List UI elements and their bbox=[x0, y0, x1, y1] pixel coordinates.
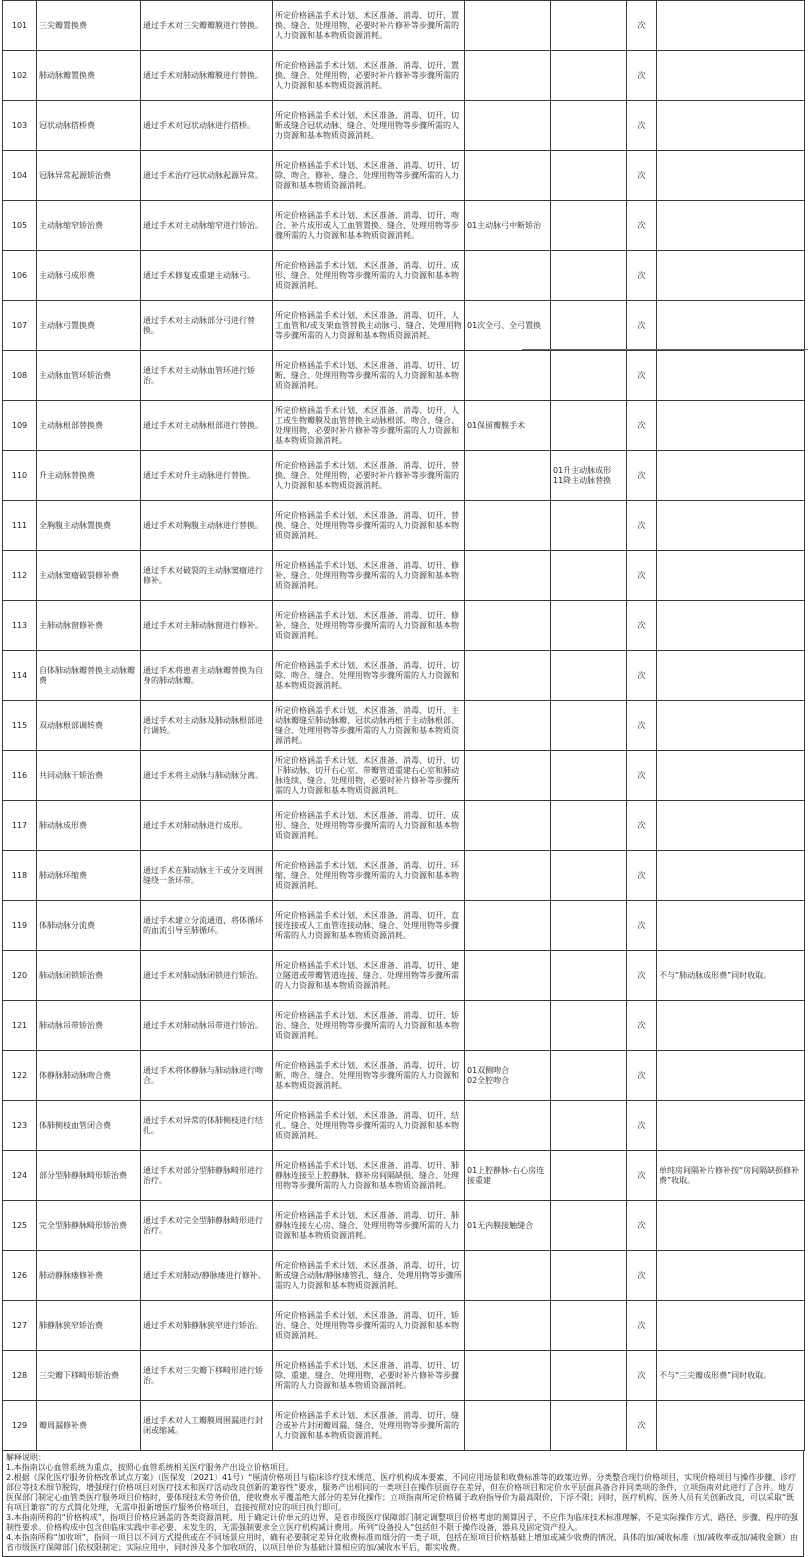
item-surcharge bbox=[551, 251, 627, 301]
item-price-components: 所定价格涵盖手术计划、术区准备、消毒、切开、切下肺动脉、切开右心室、带瓣管道重建右心室和肺动脉连续、缝合、处理用物，必要时补片修补等步骤所需的人力资源和基本物质资源消耗。 bbox=[273, 751, 465, 801]
item-unit: 次 bbox=[627, 251, 657, 301]
item-name: 主动脉血管环矫治费 bbox=[37, 351, 141, 401]
item-number: 112 bbox=[3, 551, 37, 601]
item-note: 不与“三尖瓣成形费”同时收取。 bbox=[657, 1351, 805, 1401]
table-row bbox=[3, 101, 805, 151]
item-number: 126 bbox=[3, 1251, 37, 1301]
item-connotation: 通过手术对完全型肺静脉畸形进行治疗。 bbox=[141, 1201, 273, 1251]
notes-item: 2.根据《深化医疗服务价格改革试点方案》（医保发〔2021〕41号）“厘清价格项目与临床诊疗技术规范、医疗机构成本要素、不同应用场景和收费标准等的政策边界。分类整合现行价格项目，实现价格项目与操作步骤、诊疗部位等技术细节脱钩，增强现行价格项目对医疗技术和医疗活动改良创新的兼容性”要求，服务产出相同的一类项目在操作层面存在差异，但在价格项目和定价水平层面具备合并同类项的条件，立项指南对此进行了合并。地方医保部门制定心血管类医疗服务项目价格时，要体现技术劳务价值，使收费水平覆盖绝大部分的差异化操作；立项指南所定价格属于政府指导价为最高限价，下浮不限；同时，医疗机构、医务人员有关创新改良，可以采取“既有项目兼容”的方式简化处理，无需申报新增医疗服务价格项目，直接按照对应的项目执行即可。 bbox=[6, 1473, 797, 1512]
item-number: 120 bbox=[3, 951, 37, 1001]
item-surcharge bbox=[551, 551, 627, 601]
item-connotation: 通过手术对肺动脉吊带进行矫治。 bbox=[141, 1001, 273, 1051]
table-row bbox=[3, 501, 805, 551]
item-number: 127 bbox=[3, 1301, 37, 1351]
item-number: 101 bbox=[3, 1, 37, 51]
item-note bbox=[657, 1, 805, 51]
item-connotation: 通过手术将患者主动脉瓣替换为自身的肺动脉瓣。 bbox=[141, 651, 273, 701]
item-name: 肺动静脉瘘修补费 bbox=[37, 1251, 141, 1301]
item-unit: 次 bbox=[627, 51, 657, 101]
item-extension: 01主动脉弓中断矫治 bbox=[465, 201, 551, 251]
item-extension: 01无内膜接触缝合 bbox=[465, 1201, 551, 1251]
item-unit: 次 bbox=[627, 451, 657, 501]
item-surcharge bbox=[551, 651, 627, 701]
item-number: 119 bbox=[3, 901, 37, 951]
item-name: 瓣周漏修补费 bbox=[37, 1401, 141, 1451]
item-price-components: 所定价格涵盖手术计划、术区准备、消毒、切开、人工血管和/或支架血管替换主动脉弓、缝合、处理用物等步骤所需的人力资源和基本物质资源消耗。 bbox=[273, 301, 465, 351]
item-price-components: 所定价格涵盖手术计划、术区准备、消毒、切开、替换、缝合、处理用物，必要时补片修补等步骤所需的人力资源和基本物质资源消耗。 bbox=[273, 451, 465, 501]
table-row bbox=[3, 851, 805, 901]
item-number: 116 bbox=[3, 751, 37, 801]
table-row bbox=[3, 801, 805, 851]
item-unit: 次 bbox=[627, 1201, 657, 1251]
item-name: 三尖瓣置换费 bbox=[37, 1, 141, 51]
item-price-components: 所定价格涵盖手术计划、术区准备、消毒、切开、切断、吻合、缝合、处理用物等步骤所需的人力资源和基本物质资源消耗。 bbox=[273, 1051, 465, 1101]
item-name: 升主动脉替换费 bbox=[37, 451, 141, 501]
table-row bbox=[3, 1001, 805, 1051]
document-page bbox=[2, 0, 804, 1557]
item-connotation: 通过手术对肺动/静脉瘘进行修补。 bbox=[141, 1251, 273, 1301]
item-connotation: 通过手术在肺动脉主干或分支周围缝绕一条环带。 bbox=[141, 851, 273, 901]
price-item-table bbox=[2, 0, 805, 1451]
item-connotation: 通过手术对肺动脉进行成形。 bbox=[141, 801, 273, 851]
item-extension bbox=[465, 501, 551, 551]
item-unit: 次 bbox=[627, 1301, 657, 1351]
item-extension bbox=[465, 1401, 551, 1451]
table-row bbox=[3, 1401, 805, 1451]
item-number: 121 bbox=[3, 1001, 37, 1051]
item-name: 肺动脉环缩费 bbox=[37, 851, 141, 901]
item-unit: 次 bbox=[627, 1, 657, 51]
item-name: 主动脉弓成形费 bbox=[37, 251, 141, 301]
item-surcharge: 01升主动脉成形 11降主动脉替换 bbox=[551, 451, 627, 501]
item-note bbox=[657, 1251, 805, 1301]
item-unit: 次 bbox=[627, 401, 657, 451]
item-note bbox=[657, 701, 805, 751]
item-surcharge bbox=[551, 1351, 627, 1401]
item-unit: 次 bbox=[627, 1001, 657, 1051]
item-extension: 01上腔静脉-右心房连接重建 bbox=[465, 1151, 551, 1201]
item-surcharge bbox=[551, 1251, 627, 1301]
item-price-components: 所定价格涵盖手术计划、术区准备、消毒、切开、置换、缝合、处理用物，必要时补片修补等步骤所需的人力资源和基本物质资源消耗。 bbox=[273, 51, 465, 101]
item-note bbox=[657, 501, 805, 551]
item-note bbox=[657, 451, 805, 501]
item-name: 全胸腹主动脉置换费 bbox=[37, 501, 141, 551]
item-unit: 次 bbox=[627, 501, 657, 551]
item-unit: 次 bbox=[627, 151, 657, 201]
item-extension bbox=[465, 151, 551, 201]
item-connotation: 通过手术对主动脉部分弓进行替换。 bbox=[141, 301, 273, 351]
item-extension bbox=[465, 1251, 551, 1301]
item-surcharge bbox=[551, 151, 627, 201]
item-price-components: 所定价格涵盖手术计划、术区准备、消毒、切开、吻合、补片成形或人工血管置换、缝合、处理用物等步骤所需的人力资源和基本物质资源消耗。 bbox=[273, 201, 465, 251]
item-name: 冠状动脉搭桥费 bbox=[37, 101, 141, 151]
item-extension bbox=[465, 651, 551, 701]
item-surcharge bbox=[551, 1201, 627, 1251]
stray-divider-line bbox=[522, 349, 808, 350]
table-row bbox=[3, 251, 805, 301]
table-row bbox=[3, 551, 805, 601]
item-surcharge bbox=[551, 1101, 627, 1151]
item-surcharge bbox=[551, 901, 627, 951]
table-row bbox=[3, 1301, 805, 1351]
item-connotation: 通过手术治疗冠状动脉起源异常。 bbox=[141, 151, 273, 201]
item-unit: 次 bbox=[627, 1401, 657, 1451]
item-number: 128 bbox=[3, 1351, 37, 1401]
table-row bbox=[3, 951, 805, 1001]
item-connotation: 通过手术建立分流通道，将体循环的血流引导至肺循环。 bbox=[141, 901, 273, 951]
item-name: 体肺侧枝血管闭合费 bbox=[37, 1101, 141, 1151]
item-name: 肺动脉闭锁矫治费 bbox=[37, 951, 141, 1001]
item-name: 冠脉异常起源矫治费 bbox=[37, 151, 141, 201]
item-unit: 次 bbox=[627, 901, 657, 951]
item-surcharge bbox=[551, 501, 627, 551]
item-extension bbox=[465, 551, 551, 601]
item-price-components: 所定价格涵盖手术计划、术区准备、消毒、切开、修补、缝合、处理用物等步骤所需的人力资源和基本物质资源消耗。 bbox=[273, 601, 465, 651]
item-note bbox=[657, 551, 805, 601]
item-unit: 次 bbox=[627, 551, 657, 601]
item-note bbox=[657, 751, 805, 801]
item-surcharge bbox=[551, 1301, 627, 1351]
item-name: 主动脉缩窄矫治费 bbox=[37, 201, 141, 251]
item-price-components: 所定价格涵盖手术计划、术区准备、消毒、切开、切除、吻合、修补、缝合、处理用物等步骤所需的人力资源和基本物质资源消耗。 bbox=[273, 151, 465, 201]
item-note bbox=[657, 1051, 805, 1101]
item-price-components: 所定价格涵盖手术计划、术区准备、消毒、切开、切断或缝合冠状动脉、缝合、处理用物等步骤所需的人力资源和基本物质资源消耗。 bbox=[273, 101, 465, 151]
item-connotation: 通过手术对部分型肺静脉畸形进行治疗。 bbox=[141, 1151, 273, 1201]
item-unit: 次 bbox=[627, 851, 657, 901]
item-extension bbox=[465, 801, 551, 851]
table-row bbox=[3, 1, 805, 51]
item-note: 不与“肺动脉成形费”同时收取。 bbox=[657, 951, 805, 1001]
table-row bbox=[3, 751, 805, 801]
item-connotation: 通过手术对异常的体肺侧枝进行结扎。 bbox=[141, 1101, 273, 1151]
item-number: 125 bbox=[3, 1201, 37, 1251]
item-note: 单纯房间隔补片修补按“房间隔缺损修补费”收取。 bbox=[657, 1151, 805, 1201]
item-surcharge bbox=[551, 51, 627, 101]
item-unit: 次 bbox=[627, 301, 657, 351]
table-row bbox=[3, 1101, 805, 1151]
notes-title: 解释说明： bbox=[6, 1453, 46, 1462]
item-extension bbox=[465, 351, 551, 401]
item-number: 109 bbox=[3, 401, 37, 451]
item-number: 115 bbox=[3, 701, 37, 751]
item-name: 主动脉弓置换费 bbox=[37, 301, 141, 351]
item-connotation: 通过手术对肺动脉瓣膜进行替换。 bbox=[141, 51, 273, 101]
item-unit: 次 bbox=[627, 601, 657, 651]
item-price-components: 所定价格涵盖手术计划、术区准备、消毒、切开、切除、重建、缝合、处理用物，必要时补片修补等步骤所需的人力资源和基本物质资源消耗。 bbox=[273, 1351, 465, 1401]
item-surcharge bbox=[551, 1401, 627, 1451]
item-surcharge bbox=[551, 1051, 627, 1101]
item-name: 双动脉根部调转费 bbox=[37, 701, 141, 751]
item-unit: 次 bbox=[627, 201, 657, 251]
item-connotation: 通过手术对胸腹主动脉进行替换。 bbox=[141, 501, 273, 551]
table-row bbox=[3, 51, 805, 101]
item-connotation: 通过手术对主动脉根部进行替换。 bbox=[141, 401, 273, 451]
item-price-components: 所定价格涵盖手术计划、术区准备、消毒、切开、替换、缝合、处理用物等步骤所需的人力资源和基本物质资源消耗。 bbox=[273, 501, 465, 551]
item-surcharge bbox=[551, 601, 627, 651]
item-price-components: 所定价格涵盖手术计划、术区准备、消毒、切开、环缩、缝合、处理用物等步骤所需的人力资源和基本物质资源消耗。 bbox=[273, 851, 465, 901]
item-number: 118 bbox=[3, 851, 37, 901]
item-number: 122 bbox=[3, 1051, 37, 1101]
item-extension bbox=[465, 601, 551, 651]
item-price-components: 所定价格涵盖手术计划、术区准备、消毒、切开、切断、缝合、处理用物等步骤所需的人力资源和基本物质资源消耗。 bbox=[273, 351, 465, 401]
item-surcharge bbox=[551, 1151, 627, 1201]
item-note bbox=[657, 801, 805, 851]
item-name: 部分型肺静脉畸形矫治费 bbox=[37, 1151, 141, 1201]
item-note bbox=[657, 51, 805, 101]
item-name: 体肺动脉分流费 bbox=[37, 901, 141, 951]
item-connotation: 通过手术对主动脉血管环进行矫治。 bbox=[141, 351, 273, 401]
item-price-components: 所定价格涵盖手术计划、术区准备、消毒、切开、切除、吻合、缝合、处理用物等步骤所需的人力资源和基本物质资源消耗。 bbox=[273, 651, 465, 701]
item-name: 自体肺动脉瓣替换主动脉瓣费 bbox=[37, 651, 141, 701]
item-name: 共同动脉干矫治费 bbox=[37, 751, 141, 801]
item-surcharge bbox=[551, 951, 627, 1001]
item-number: 102 bbox=[3, 51, 37, 101]
table-row bbox=[3, 651, 805, 701]
table-row bbox=[3, 1201, 805, 1251]
item-price-components: 所定价格涵盖手术计划、术区准备、消毒、切开、结扎、缝合、处理用物等步骤所需的人力资源和基本物质资源消耗。 bbox=[273, 1101, 465, 1151]
item-name: 肺静脉狭窄矫治费 bbox=[37, 1301, 141, 1351]
item-price-components: 所定价格涵盖手术计划、术区准备、消毒、切开、矫治、缝合、处理用物等步骤所需的人力资源和基本物质资源消耗。 bbox=[273, 1301, 465, 1351]
item-extension bbox=[465, 1351, 551, 1401]
item-unit: 次 bbox=[627, 701, 657, 751]
item-note bbox=[657, 151, 805, 201]
item-extension bbox=[465, 851, 551, 901]
item-extension bbox=[465, 701, 551, 751]
item-extension bbox=[465, 1001, 551, 1051]
item-number: 124 bbox=[3, 1151, 37, 1201]
item-note bbox=[657, 101, 805, 151]
item-note bbox=[657, 651, 805, 701]
item-extension bbox=[465, 251, 551, 301]
item-connotation: 通过手术对主肺动脉窗进行修补。 bbox=[141, 601, 273, 651]
item-unit: 次 bbox=[627, 351, 657, 401]
item-surcharge bbox=[551, 851, 627, 901]
item-extension bbox=[465, 1101, 551, 1151]
table-row bbox=[3, 901, 805, 951]
item-name: 体静脉肺动脉吻合费 bbox=[37, 1051, 141, 1101]
item-extension: 01次全弓、全弓置换 bbox=[465, 301, 551, 351]
item-unit: 次 bbox=[627, 651, 657, 701]
item-connotation: 通过手术修复或重建主动脉弓。 bbox=[141, 251, 273, 301]
item-surcharge bbox=[551, 751, 627, 801]
table-row bbox=[3, 1351, 805, 1401]
item-note bbox=[657, 301, 805, 351]
item-extension bbox=[465, 951, 551, 1001]
item-note bbox=[657, 1401, 805, 1451]
item-connotation: 通过手术对三尖瓣下移畸形进行矫治。 bbox=[141, 1351, 273, 1401]
item-extension bbox=[465, 1, 551, 51]
item-price-components: 所定价格涵盖手术计划、术区准备、消毒、切开、修补、缝合、处理用物等步骤所需的人力资源和基本物质资源消耗。 bbox=[273, 551, 465, 601]
table-row bbox=[3, 1151, 805, 1201]
table-row bbox=[3, 1251, 805, 1301]
item-price-components: 所定价格涵盖手术计划、术区准备、消毒、切开、置换、缝合、处理用物，必要时补片修补等步骤所需的人力资源和基本物质资源消耗。 bbox=[273, 1, 465, 51]
item-connotation: 通过手术对主动脉缩窄进行矫治。 bbox=[141, 201, 273, 251]
item-name: 完全型肺静脉畸形矫治费 bbox=[37, 1201, 141, 1251]
item-note bbox=[657, 1101, 805, 1151]
item-connotation: 通过手术对破裂的主动脉窦瘤进行修补。 bbox=[141, 551, 273, 601]
item-price-components: 所定价格涵盖手术计划、术区准备、消毒、切开、矫治、缝合、处理用物等步骤所需的人力资源和基本物质资源消耗。 bbox=[273, 1001, 465, 1051]
item-extension bbox=[465, 1301, 551, 1351]
item-price-components: 所定价格涵盖手术计划、术区准备、消毒、切开、肺静脉连接左心房、缝合、处理用物等步骤所需的人力资源和基本物质资源消耗。 bbox=[273, 1201, 465, 1251]
item-unit: 次 bbox=[627, 751, 657, 801]
item-note bbox=[657, 1201, 805, 1251]
item-unit: 次 bbox=[627, 1101, 657, 1151]
item-number: 110 bbox=[3, 451, 37, 501]
item-price-components: 所定价格涵盖手术计划、术区准备、消毒、切开、主动脉瓣缝至肺动脉瓣、冠状动脉再植于主动脉根部、缝合、处理用物等步骤所需的人力资源和基本物质资源消耗。 bbox=[273, 701, 465, 751]
item-price-components: 所定价格涵盖手术计划、术区准备、消毒、切开、切断或缝合动脉/静脉瘘管孔、缝合、处理用物等步骤所需的人力资源和基本物质资源消耗。 bbox=[273, 1251, 465, 1301]
item-price-components: 所定价格涵盖手术计划、术区准备、消毒、切开、缝合或补片封闭瓣周漏、缝合、处理用物等步骤所需的人力资源和基本物质资源消耗。 bbox=[273, 1401, 465, 1451]
item-name: 主动脉窦瘤破裂修补费 bbox=[37, 551, 141, 601]
item-name: 三尖瓣下移畸形矫治费 bbox=[37, 1351, 141, 1401]
item-note bbox=[657, 1001, 805, 1051]
item-connotation: 通过手术对三尖瓣瓣膜进行替换。 bbox=[141, 1, 273, 51]
item-note bbox=[657, 251, 805, 301]
item-unit: 次 bbox=[627, 1251, 657, 1301]
item-extension bbox=[465, 451, 551, 501]
table-row bbox=[3, 351, 805, 401]
explanation-notes bbox=[2, 1451, 804, 1557]
notes-item: 4.本指南所称“加收项”，指同一项目以不同方式提供或在不同场景应用时，确有必要制定差异化收费标准而细分的一类子项，包括在原项目价格基础上增加或减少收费的情况，具体的加/减收标准（加/减收率或加/减收金额）由省市级医疗保障部门依权限制定；实际应用中，同时涉及多个加收项的，以项目单价为基础计算相应的加/减收水平后，都实收费。 bbox=[6, 1533, 798, 1552]
item-number: 106 bbox=[3, 251, 37, 301]
item-extension bbox=[465, 901, 551, 951]
item-unit: 次 bbox=[627, 801, 657, 851]
table-body bbox=[3, 1, 805, 1451]
item-extension bbox=[465, 51, 551, 101]
item-extension bbox=[465, 101, 551, 151]
item-number: 103 bbox=[3, 101, 37, 151]
item-connotation: 通过手术对人工瓣膜周围漏进行封闭或缩减。 bbox=[141, 1401, 273, 1451]
item-unit: 次 bbox=[627, 101, 657, 151]
item-price-components: 所定价格涵盖手术计划、术区准备、消毒、切开、人工或生物瓣膜及血管替换主动脉根部、吻合、缝合、处理用物，必要时补片修补等步骤所需的人力资源和基本物质资源消耗。 bbox=[273, 401, 465, 451]
item-note bbox=[657, 901, 805, 951]
table-row bbox=[3, 701, 805, 751]
item-note bbox=[657, 1301, 805, 1351]
table-row bbox=[3, 1051, 805, 1101]
table-row bbox=[3, 201, 805, 251]
item-connotation: 通过手术对肺静脉狭窄进行矫治。 bbox=[141, 1301, 273, 1351]
table-row bbox=[3, 301, 805, 351]
item-price-components: 所定价格涵盖手术计划、术区准备、消毒、切开、成形、缝合、处理用物等步骤所需的人力资源和基本物质资源消耗。 bbox=[273, 251, 465, 301]
item-number: 111 bbox=[3, 501, 37, 551]
item-number: 108 bbox=[3, 351, 37, 401]
item-surcharge bbox=[551, 101, 627, 151]
item-price-components: 所定价格涵盖手术计划、术区准备、消毒、切开、直接连接或人工血管连接动脉、缝合、处理用物等步骤所需的人力资源和基本物质资源消耗。 bbox=[273, 901, 465, 951]
item-unit: 次 bbox=[627, 1051, 657, 1101]
item-note bbox=[657, 851, 805, 901]
item-surcharge bbox=[551, 201, 627, 251]
item-name: 肺动脉成形费 bbox=[37, 801, 141, 851]
item-connotation: 通过手术对升主动脉进行替换。 bbox=[141, 451, 273, 501]
item-unit: 次 bbox=[627, 1351, 657, 1401]
item-note bbox=[657, 351, 805, 401]
table-row bbox=[3, 451, 805, 501]
item-name: 肺动脉瓣置换费 bbox=[37, 51, 141, 101]
item-note bbox=[657, 201, 805, 251]
item-price-components: 所定价格涵盖手术计划、术区准备、消毒、切开、建立隧道或带瓣管道连接、缝合、处理用物等步骤所需的人力资源和基本物质资源消耗。 bbox=[273, 951, 465, 1001]
item-note bbox=[657, 601, 805, 651]
item-name: 主肺动脉窗修补费 bbox=[37, 601, 141, 651]
item-number: 105 bbox=[3, 201, 37, 251]
item-surcharge bbox=[551, 701, 627, 751]
table-row bbox=[3, 601, 805, 651]
table-row bbox=[3, 401, 805, 451]
item-surcharge bbox=[551, 1, 627, 51]
item-name: 肺动脉吊带矫治费 bbox=[37, 1001, 141, 1051]
notes-item: 1.本指南以心血管系统为重点，按照心血管系统相关医疗服务产出设立价格项目。 bbox=[6, 1463, 294, 1472]
item-extension bbox=[465, 751, 551, 801]
item-note bbox=[657, 401, 805, 451]
item-surcharge bbox=[551, 401, 627, 451]
notes-item: 3.本指南所称的“价格构成”，指项目价格应涵盖的各类资源消耗，用于确定计价单元的边界，是省市级医疗保障部门制定调整项目价格考虑的测算因子，不应作为临床技术标准理解，不是实际操作方式、路径、步骤、程序的强制性要求。价格构成中包含但临床实践中非必要、未发生的，无需强制要求全立医疗机构减计费用。所列“设备投入”包括但不限于操作设备，器具及固定资产投入。 bbox=[6, 1513, 798, 1532]
item-connotation: 通过手术对肺动脉闭锁进行矫治。 bbox=[141, 951, 273, 1001]
item-connotation: 通过手术对主动脉及肺动脉根部进行调转。 bbox=[141, 701, 273, 751]
item-number: 113 bbox=[3, 601, 37, 651]
item-unit: 次 bbox=[627, 1151, 657, 1201]
item-name: 主动脉根部替换费 bbox=[37, 401, 141, 451]
item-number: 107 bbox=[3, 301, 37, 351]
item-number: 123 bbox=[3, 1101, 37, 1151]
item-surcharge bbox=[551, 301, 627, 351]
item-surcharge bbox=[551, 1001, 627, 1051]
item-extension: 01双侧吻合 02全腔吻合 bbox=[465, 1051, 551, 1101]
item-connotation: 通过手术将主动脉与肺动脉分离。 bbox=[141, 751, 273, 801]
item-connotation: 通过手术将体静脉与肺动脉进行吻合。 bbox=[141, 1051, 273, 1101]
item-extension: 01保留瓣膜手术 bbox=[465, 401, 551, 451]
table-row bbox=[3, 151, 805, 201]
item-surcharge bbox=[551, 801, 627, 851]
item-number: 117 bbox=[3, 801, 37, 851]
item-unit: 次 bbox=[627, 951, 657, 1001]
item-number: 129 bbox=[3, 1401, 37, 1451]
item-price-components: 所定价格涵盖手术计划、术区准备、消毒、切开、成形、缝合、处理用物等步骤所需的人力资源和基本物质资源消耗。 bbox=[273, 801, 465, 851]
item-number: 114 bbox=[3, 651, 37, 701]
item-number: 104 bbox=[3, 151, 37, 201]
item-connotation: 通过手术对冠状动脉进行搭桥。 bbox=[141, 101, 273, 151]
item-surcharge bbox=[551, 351, 627, 401]
item-price-components: 所定价格涵盖手术计划、术区准备、消毒、切开、肺静脉连接至上腔静脉、修补房间隔缺损、缝合、处理用物等步骤所需的人力资源和基本物质资源消耗。 bbox=[273, 1151, 465, 1201]
